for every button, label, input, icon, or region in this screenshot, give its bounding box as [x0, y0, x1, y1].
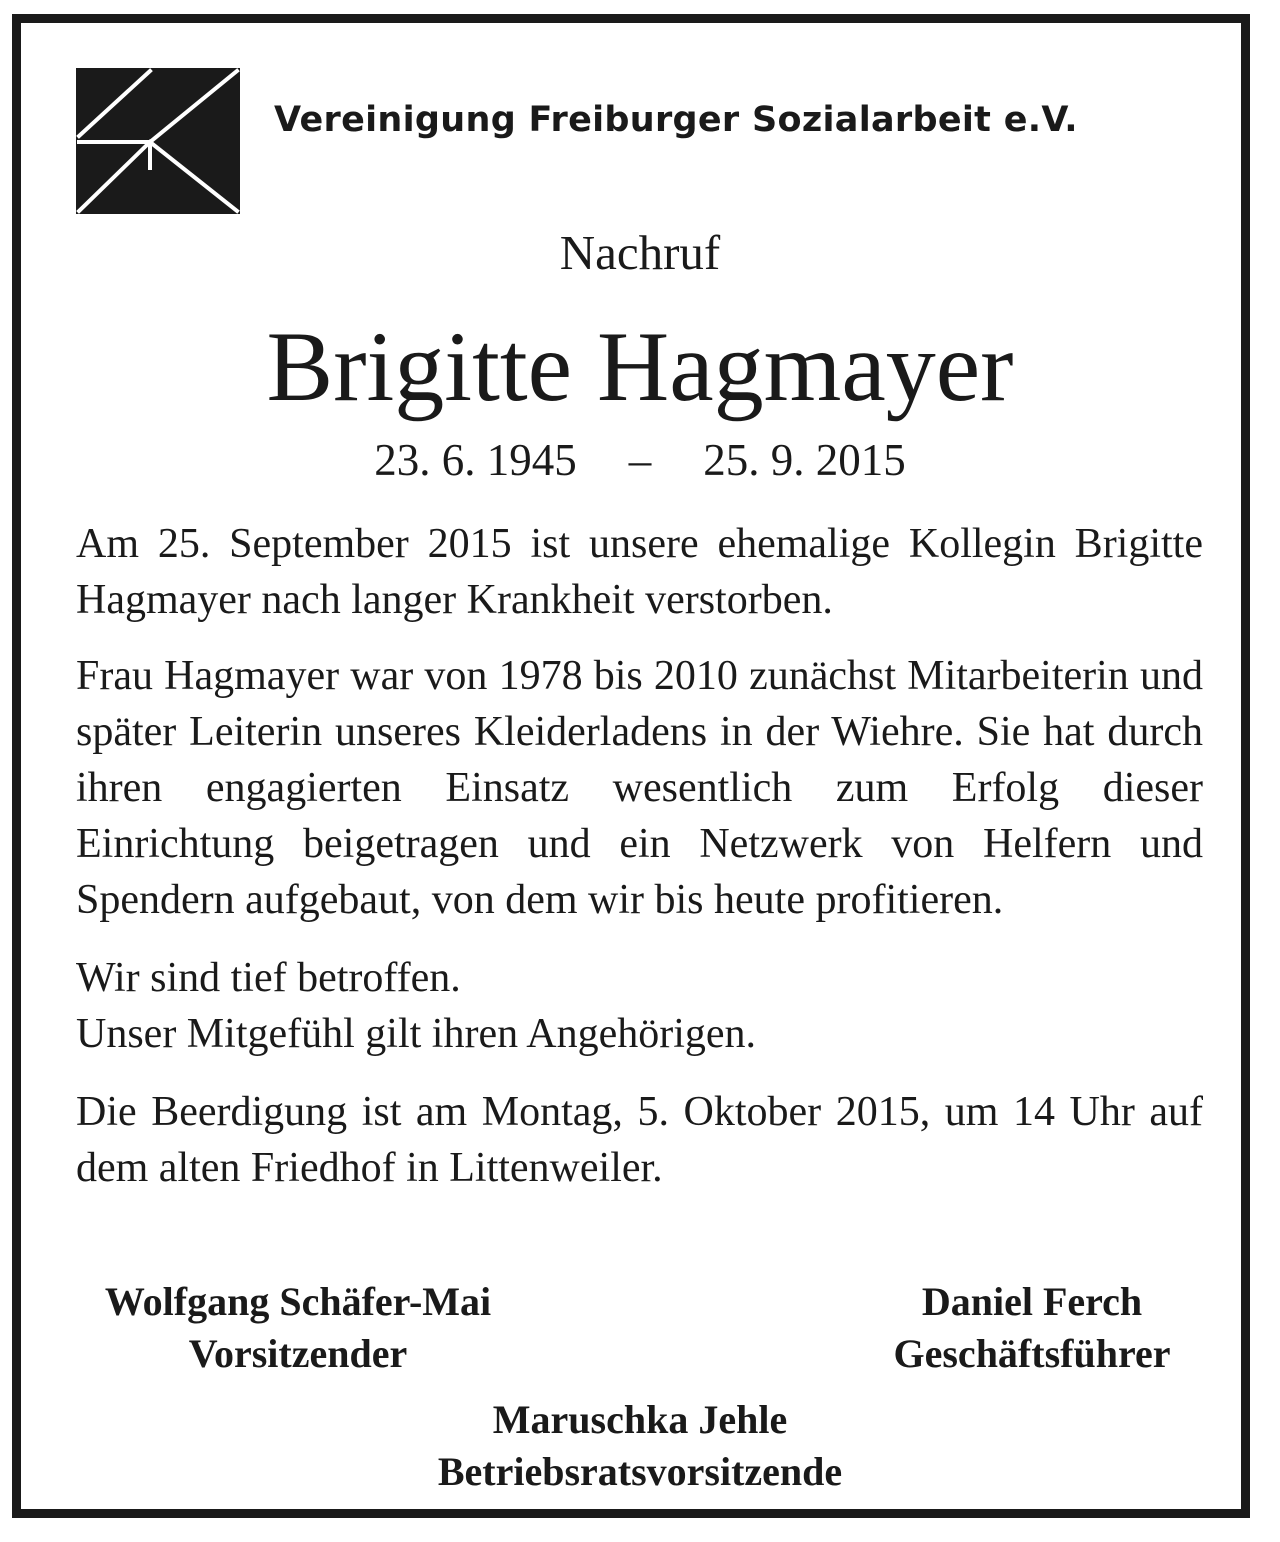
paragraph-career: Frau Hagmayer war von 1978 bis 2010 zunächst Mitarbeiterin und später Leiterin unseres Kleiderladens in der Wiehre. Sie hat durch ihren engagierten Einsatz wesentlich zum Erfolg dieser Einrichtung beigetragen und ein Netzwerk von Helfern und Spendern aufgebaut, von dem wir bis heute profitieren. [76, 653, 1203, 923]
paragraph-announcement: Am 25. September 2015 ist unsere ehemalige Kollegin Brigitte Hagmayer nach langer Krankheit verstorben. [76, 521, 1203, 623]
signature-works-council [0, 1394, 1280, 1498]
signature-name: Wolfgang Schäfer-Mai [104, 1279, 492, 1324]
life-dates [0, 434, 1280, 486]
signature-role: Geschäftsführer [893, 1331, 1171, 1376]
signature-chairman [76, 1276, 520, 1380]
condolence-line-2: Unser Mitgefühl gilt ihren Angehörigen. [76, 1011, 757, 1057]
obituary-label: Nachruf [559, 225, 721, 280]
obituary-body [76, 516, 1203, 1196]
signature-name: Daniel Ferch [921, 1279, 1143, 1324]
signature-name: Maruschka Jehle [492, 1397, 788, 1442]
deceased-name: Brigitte Hagmayer [266, 311, 1014, 422]
signature-role: Vorsitzender [188, 1331, 408, 1376]
condolence-line-1: Wir sind tief betroffen. [76, 955, 461, 1001]
birth-date: 23. 6. 1945 [374, 435, 577, 485]
organization-name: Vereinigung Freiburger Sozialarbeit e.V. [274, 100, 1078, 140]
organization-logo [76, 68, 240, 214]
signature-role: Betriebsratsvorsitzende [437, 1449, 843, 1494]
paragraph-funeral: Die Beerdigung ist am Montag, 5. Oktober 2015, um 14 Uhr auf dem alten Friedhof in Littenweiler. [76, 1089, 1203, 1191]
paragraph-condolence [76, 950, 1203, 1062]
death-date: 25. 9. 2015 [703, 435, 906, 485]
signature-director [862, 1276, 1202, 1380]
date-dash: – [628, 435, 652, 485]
